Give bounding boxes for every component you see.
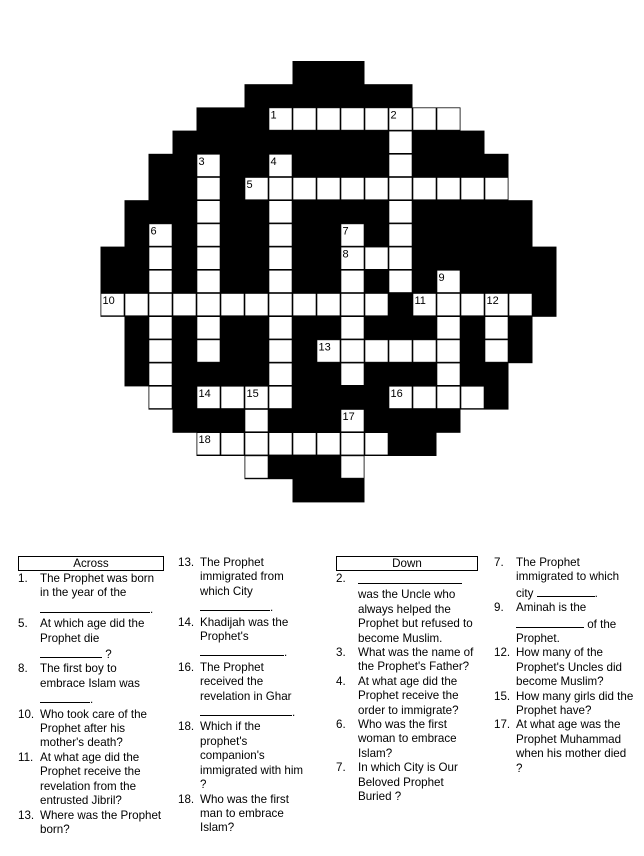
down-clues xyxy=(336,556,478,805)
grid-cell[interactable] xyxy=(149,363,172,385)
clue-text: The Prophet immigrated from which City xyxy=(200,556,284,598)
grid-cell[interactable] xyxy=(437,108,460,130)
grid-cell[interactable] xyxy=(293,108,316,130)
grid-cell[interactable] xyxy=(197,178,220,200)
grid-cell[interactable] xyxy=(341,270,364,292)
grid-cell[interactable] xyxy=(293,178,316,200)
grid-cell[interactable] xyxy=(413,108,436,130)
grid-cell[interactable] xyxy=(125,294,148,316)
clue-text-after: ? xyxy=(102,648,112,662)
clue-item xyxy=(494,556,634,601)
grid-cell[interactable] xyxy=(221,294,244,316)
grid-cell[interactable] xyxy=(317,433,340,455)
clue-text: The Prophet was born in the year of the xyxy=(40,572,155,600)
grid-cell[interactable] xyxy=(485,340,508,362)
grid-block xyxy=(173,409,461,433)
down-clues-continued xyxy=(494,556,634,776)
clue-number: 17. xyxy=(494,718,511,732)
grid-cell[interactable] xyxy=(437,386,460,408)
grid-cell[interactable] xyxy=(173,294,196,316)
grid-cell[interactable] xyxy=(269,224,292,246)
clue-item xyxy=(494,690,634,719)
clue-item xyxy=(18,809,164,838)
grid-cell[interactable] xyxy=(485,178,508,200)
clue-number: 15. xyxy=(494,689,511,703)
grid-cell[interactable] xyxy=(389,201,412,223)
clue-text: Which if the prophet's companion's immigrated with him ? xyxy=(200,720,304,792)
grid-cell[interactable] xyxy=(461,386,484,408)
clue-text: How many girls did the Prophet have? xyxy=(516,689,634,718)
cell-number: 12 xyxy=(486,295,499,307)
grid-cell[interactable] xyxy=(509,294,532,316)
clue-item xyxy=(18,572,164,617)
grid-cell[interactable] xyxy=(221,386,244,408)
clue-text: Who was the first woman to embrace Islam? xyxy=(358,718,457,760)
cell-number: 6 xyxy=(150,225,157,238)
grid-cell[interactable] xyxy=(197,294,220,316)
grid-block xyxy=(125,316,533,340)
cell-number: 1 xyxy=(270,109,277,122)
clue-number: 9. xyxy=(494,601,504,615)
across-clues xyxy=(18,556,164,837)
grid-block xyxy=(245,84,413,108)
grid-cell[interactable] xyxy=(269,270,292,292)
grid-cell[interactable] xyxy=(269,247,292,269)
grid-cell[interactable] xyxy=(389,247,412,269)
grid-cell[interactable] xyxy=(269,363,292,385)
grid-cell[interactable] xyxy=(341,317,364,339)
cell-number: 11 xyxy=(414,295,426,307)
grid-block xyxy=(125,200,533,224)
grid-cell[interactable] xyxy=(341,340,364,362)
grid-cell[interactable] xyxy=(341,178,364,200)
grid-cell[interactable] xyxy=(149,317,172,339)
cell-number: 16 xyxy=(390,387,403,400)
grid-cell[interactable] xyxy=(437,178,460,200)
grid-cell[interactable] xyxy=(269,386,292,408)
grid-cell[interactable] xyxy=(197,247,220,269)
answer-blank xyxy=(358,572,462,584)
clue-text: Who was the first man to embrace Islam? xyxy=(200,792,289,835)
clue-text: At what age did the Prophet receive the revelation from the entrusted Jibril? xyxy=(40,750,141,808)
clue-item xyxy=(178,616,308,661)
answer-blank xyxy=(40,646,102,658)
grid-cell[interactable] xyxy=(389,340,412,362)
grid-cell[interactable] xyxy=(269,317,292,339)
clue-item xyxy=(336,646,478,675)
grid-cell[interactable] xyxy=(437,317,460,339)
clue-text: Who took care of the Prophet after his mother's death? xyxy=(40,707,147,750)
grid-cell[interactable] xyxy=(149,386,172,408)
clue-number: 11. xyxy=(18,750,34,764)
grid-block xyxy=(125,223,533,247)
clue-number: 5. xyxy=(18,617,28,631)
clue-number: 13. xyxy=(18,808,35,822)
cell-number: 7 xyxy=(342,225,349,238)
cell-number: 2 xyxy=(390,109,397,122)
clue-item xyxy=(18,662,164,707)
grid-cell[interactable] xyxy=(245,456,268,478)
grid-cell[interactable] xyxy=(341,456,364,478)
grid-cell[interactable] xyxy=(341,294,364,316)
clue-item xyxy=(18,751,164,809)
clue-text: The Prophet received the revelation in Ghar xyxy=(200,660,292,703)
grid-cell[interactable] xyxy=(341,433,364,455)
grid-cell[interactable] xyxy=(317,178,340,200)
clue-item xyxy=(178,793,308,836)
clue-text: Aminah is the xyxy=(516,601,587,615)
down-heading: Down xyxy=(336,556,478,571)
grid-cell[interactable] xyxy=(149,294,172,316)
answer-blank xyxy=(40,691,90,703)
clue-item xyxy=(178,556,308,616)
clue-text-after: was the Uncle who always helped the Prophet but refused to become Muslim. xyxy=(358,588,473,645)
clue-item xyxy=(336,675,478,718)
answer-blank xyxy=(200,599,270,611)
grid-cell[interactable] xyxy=(197,224,220,246)
grid-cell[interactable] xyxy=(197,317,220,339)
answer-blank xyxy=(537,585,595,597)
clue-text: Where was the Prophet born? xyxy=(40,808,162,836)
grid-cell[interactable] xyxy=(341,108,364,130)
clue-item xyxy=(336,761,478,804)
across-heading: Across xyxy=(18,556,164,571)
clue-text: Khadijah was the Prophet's xyxy=(200,615,289,644)
grid-cell[interactable] xyxy=(413,178,436,200)
cell-number: 10 xyxy=(102,295,115,307)
grid-block xyxy=(293,61,365,85)
clue-item xyxy=(178,720,308,792)
clue-text-after: . xyxy=(594,586,598,600)
grid-cell[interactable] xyxy=(269,433,292,455)
cell-number: 3 xyxy=(198,155,205,168)
grid-cell[interactable] xyxy=(317,108,340,130)
clue-text-after: . xyxy=(150,602,154,616)
clue-item xyxy=(336,718,478,761)
grid-cell[interactable] xyxy=(389,154,412,176)
clue-text: In which City is Our Beloved Prophet Buried ? xyxy=(358,761,458,804)
clue-number: 18. xyxy=(178,720,195,734)
clue-text: At what age did the Prophet receive the order to immigrate? xyxy=(358,674,459,717)
grid-cell[interactable] xyxy=(149,247,172,269)
clue-text: The first boy to embrace Islam was xyxy=(40,662,140,690)
grid-cell[interactable] xyxy=(365,108,388,130)
grid-cell[interactable] xyxy=(245,433,268,455)
grid-cell[interactable] xyxy=(365,340,388,362)
clue-item xyxy=(494,646,634,689)
cell-number: 17 xyxy=(342,411,355,423)
grid-cell[interactable] xyxy=(317,294,340,316)
grid-cell[interactable] xyxy=(437,294,460,316)
clue-number: 14. xyxy=(178,615,195,629)
clue-number: 7. xyxy=(336,761,346,775)
grid-cell[interactable] xyxy=(413,340,436,362)
grid-cell[interactable] xyxy=(293,433,316,455)
grid-cell[interactable] xyxy=(389,178,412,200)
clue-text: At which age did the Prophet die xyxy=(40,617,145,645)
clue-text-after: . xyxy=(270,601,274,615)
grid-cell[interactable] xyxy=(149,270,172,292)
clue-item xyxy=(18,708,164,751)
clue-number: 18. xyxy=(178,792,195,806)
grid-cell[interactable] xyxy=(365,294,388,316)
cell-number: 14 xyxy=(198,387,211,400)
clue-item xyxy=(18,617,164,662)
grid-cell[interactable] xyxy=(485,317,508,339)
grid-cell[interactable] xyxy=(389,131,412,153)
grid-cell[interactable] xyxy=(269,178,292,200)
grid-cell[interactable] xyxy=(413,386,436,408)
clue-number: 12. xyxy=(494,646,511,660)
clue-text: How many of the Prophet's Uncles did become Muslim? xyxy=(516,646,622,689)
grid-cell[interactable] xyxy=(437,340,460,362)
clue-text: At what age was the Prophet Muhammad when his mother died ? xyxy=(516,718,627,775)
grid-cell[interactable] xyxy=(245,410,268,432)
grid-cell[interactable] xyxy=(197,340,220,362)
clue-text-after: . xyxy=(292,706,296,720)
grid-cell[interactable] xyxy=(197,270,220,292)
grid-cell[interactable] xyxy=(293,294,316,316)
cell-number: 15 xyxy=(246,387,259,400)
grid-cell[interactable] xyxy=(245,294,268,316)
clue-number: 16. xyxy=(178,660,195,674)
answer-blank xyxy=(40,601,150,613)
clue-item xyxy=(178,661,308,721)
clue-number: 7. xyxy=(494,556,504,569)
cell-number: 5 xyxy=(246,179,253,191)
grid-cell[interactable] xyxy=(461,178,484,200)
grid-cell[interactable] xyxy=(197,201,220,223)
clue-text: What was the name of the Prophet's Father? xyxy=(358,646,474,674)
grid-cell[interactable] xyxy=(389,224,412,246)
clue-number: 10. xyxy=(18,707,35,721)
clue-number: 13. xyxy=(178,556,195,569)
answer-blank xyxy=(200,704,292,716)
grid-cell[interactable] xyxy=(437,363,460,385)
clue-text-after: of the Prophet. xyxy=(516,617,617,646)
grid-cell[interactable] xyxy=(269,201,292,223)
clue-text-after: . xyxy=(284,646,288,660)
clue-number: 2. xyxy=(336,572,346,585)
clue-number: 3. xyxy=(336,646,346,660)
cell-number: 9 xyxy=(438,271,445,284)
grid-cell[interactable] xyxy=(365,433,388,455)
cell-number: 8 xyxy=(342,248,349,261)
grid-cell[interactable] xyxy=(221,433,244,455)
grid-cell[interactable] xyxy=(365,178,388,200)
grid-cell[interactable] xyxy=(149,340,172,362)
grid-cell[interactable] xyxy=(341,363,364,385)
clue-number: 8. xyxy=(18,662,28,676)
answer-blank xyxy=(516,616,584,628)
clue-number: 4. xyxy=(336,674,346,688)
across-clues-continued xyxy=(178,556,308,836)
grid-cell[interactable] xyxy=(269,340,292,362)
grid-block xyxy=(173,131,485,155)
cell-number: 13 xyxy=(318,341,331,354)
grid-cell[interactable] xyxy=(269,294,292,316)
clue-text-after: . xyxy=(90,693,94,707)
clue-number: 6. xyxy=(336,718,346,732)
clue-text: The Prophet immigrated to which city xyxy=(516,556,620,600)
clue-item xyxy=(494,601,634,646)
answer-blank xyxy=(200,644,284,656)
cell-number: 18 xyxy=(198,434,211,447)
grid-cell[interactable] xyxy=(389,270,412,292)
clue-item xyxy=(336,572,478,646)
clue-number: 1. xyxy=(18,572,28,585)
cell-number: 4 xyxy=(270,155,277,168)
clue-item xyxy=(494,718,634,776)
grid-cell[interactable] xyxy=(461,294,484,316)
grid-cell[interactable] xyxy=(365,247,388,269)
grid-block xyxy=(293,479,365,503)
